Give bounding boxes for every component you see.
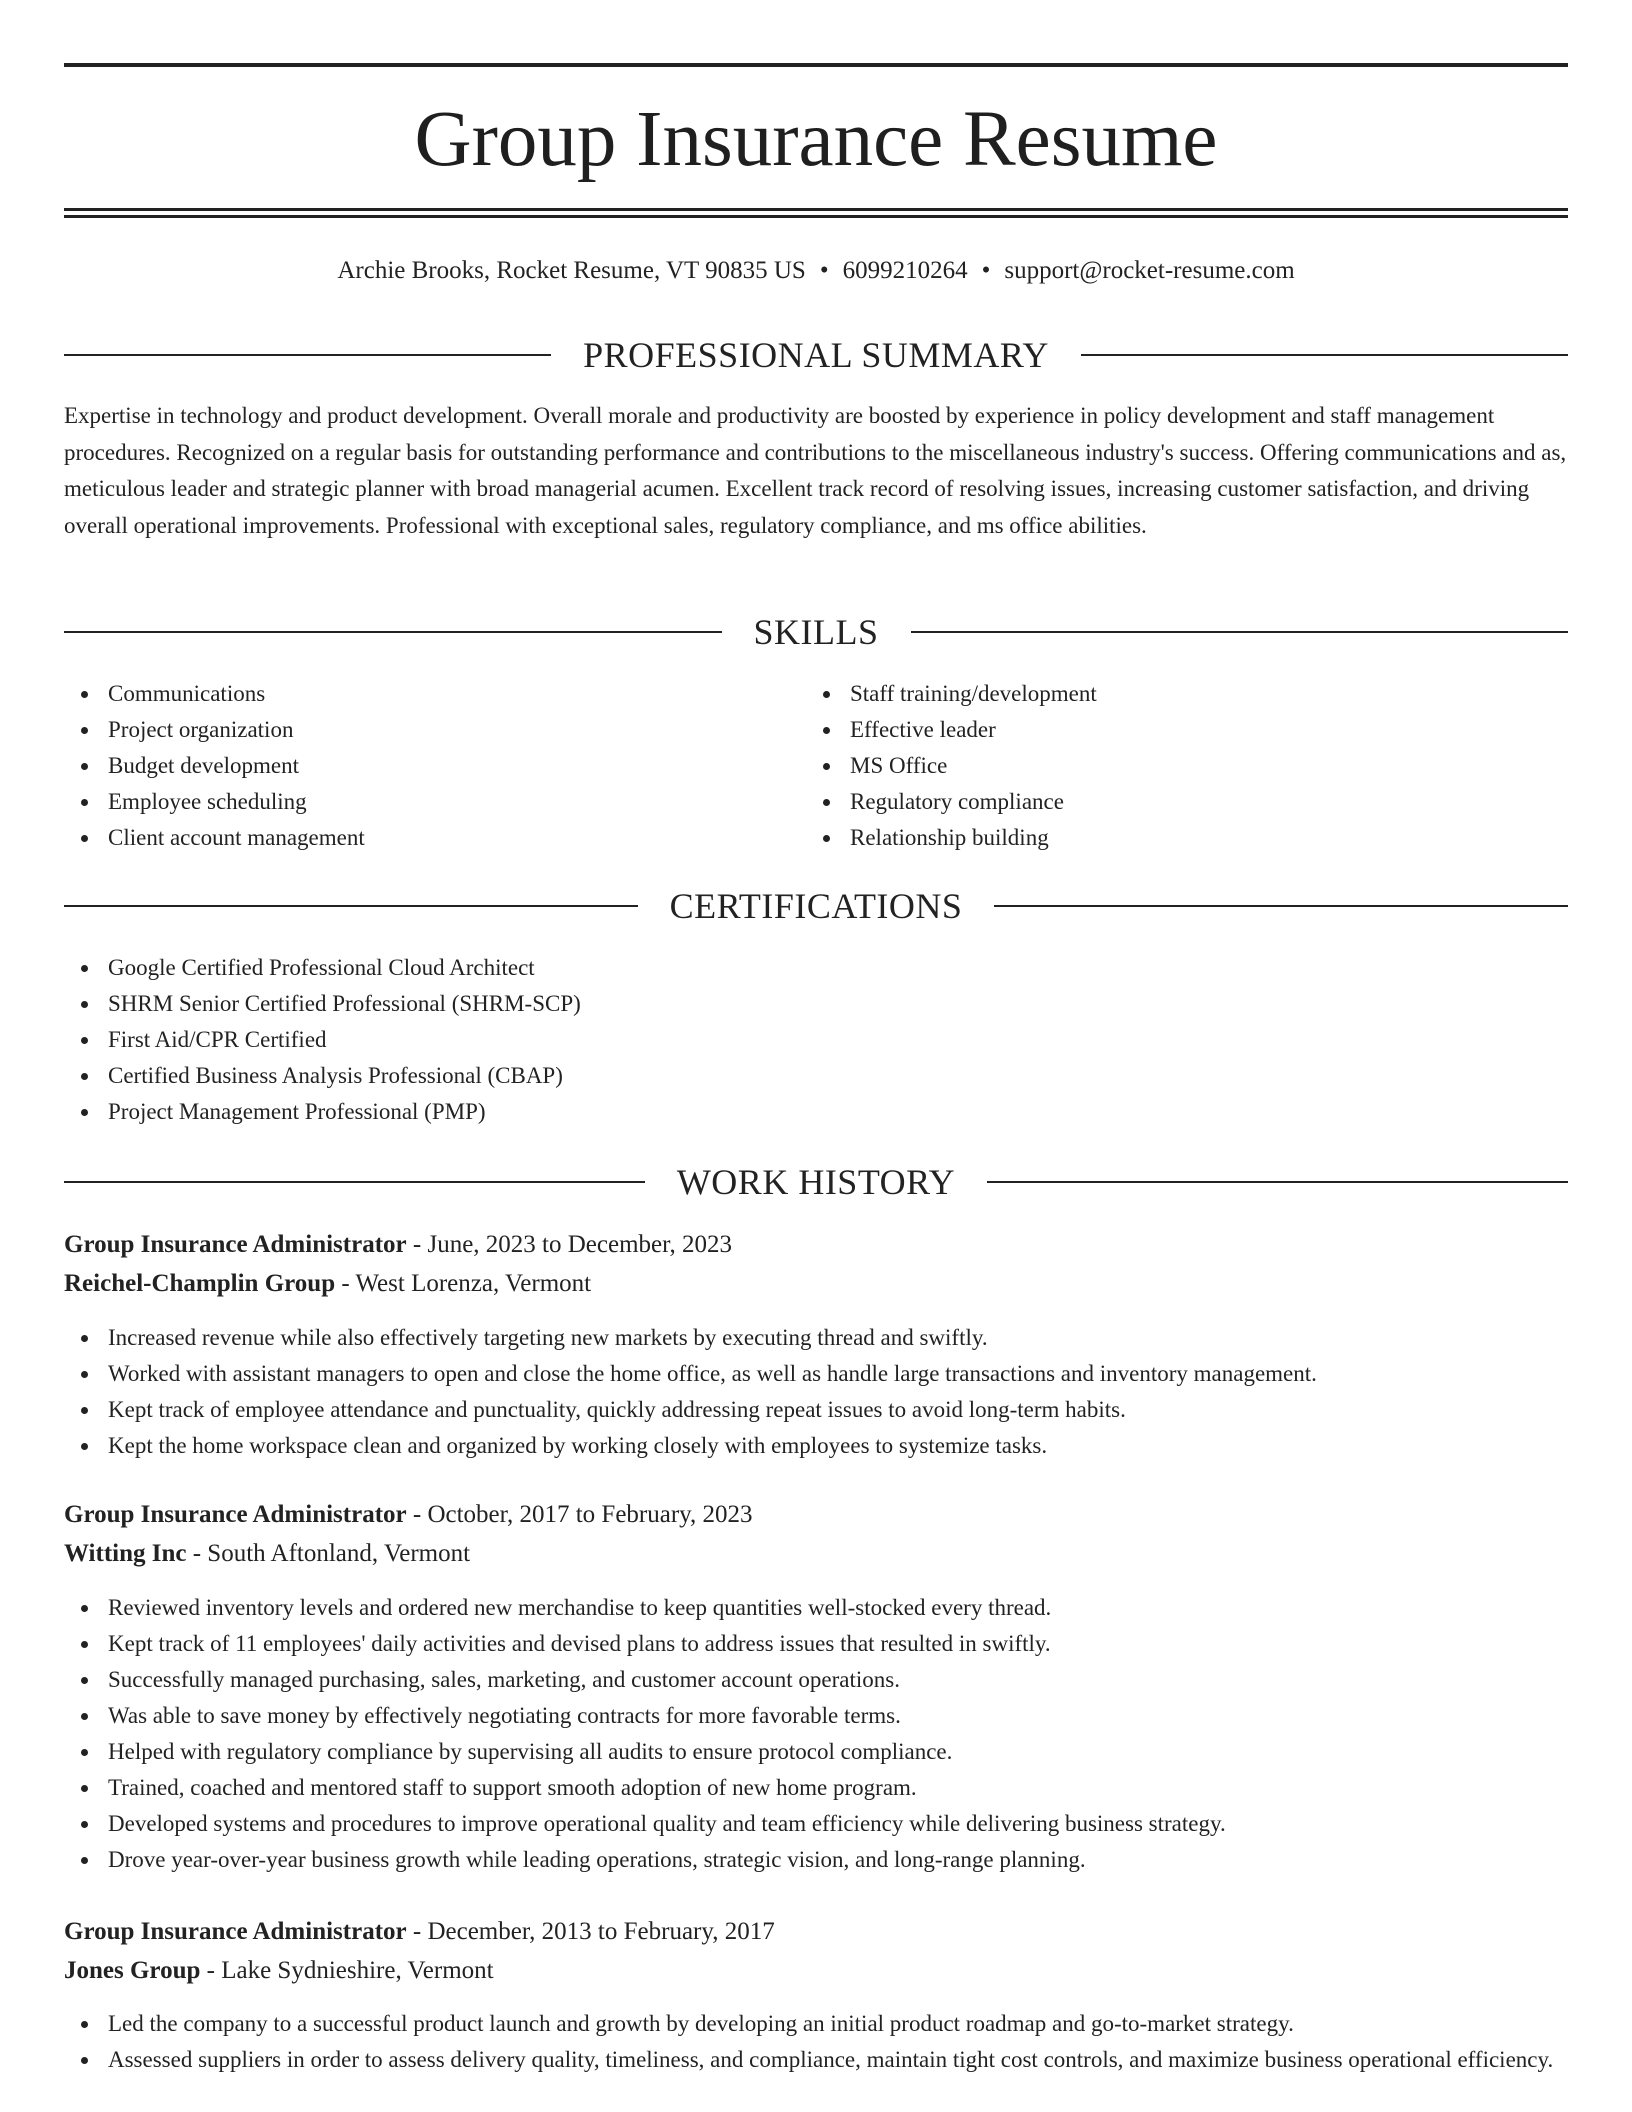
section-header-summary — [64, 333, 1568, 377]
job-bullet: Trained, coached and mentored staff to support smooth adoption of new home program. — [64, 1770, 1568, 1806]
divider-line — [994, 905, 1568, 907]
contact-line — [64, 253, 1568, 289]
title-rule-lower — [64, 215, 1568, 218]
job-title-line — [64, 1497, 1568, 1533]
job-location: - West Lorenza, Vermont — [335, 1270, 592, 1297]
job-bullet: Kept track of employee attendance and punctuality, quickly addressing repeat issues to avoid long-term habits. — [64, 1392, 1568, 1428]
skill-item: Project organization — [64, 712, 764, 748]
section-header-work-history — [64, 1160, 1568, 1204]
job-bullet: Assessed suppliers in order to assess delivery quality, timeliness, and compliance, maintain tight cost controls, and maximize business operational efficiency. — [64, 2042, 1568, 2078]
divider-line — [987, 1181, 1568, 1183]
job-company: Reichel-Champlin Group — [64, 1270, 336, 1297]
job-bullet: Developed systems and procedures to improve operational quality and team efficiency while delivering business strategy. — [64, 1806, 1568, 1842]
skills-list-right — [806, 676, 1506, 856]
certification-item: First Aid/CPR Certified — [64, 1022, 1568, 1058]
job-bullet-list — [64, 1320, 1568, 1464]
section-title: PROFESSIONAL SUMMARY — [583, 335, 1049, 375]
skill-item: Staff training/development — [806, 676, 1506, 712]
contact-email: support@rocket-resume.com — [1004, 257, 1295, 284]
job-dates: - October, 2017 to February, 2023 — [406, 1501, 753, 1528]
skill-item: Client account management — [64, 820, 764, 856]
job-bullet-list — [64, 2006, 1568, 2078]
title-rule-upper — [64, 208, 1568, 211]
job-company: Witting Inc — [64, 1540, 187, 1567]
job-dates: - December, 2013 to February, 2017 — [406, 1918, 775, 1945]
job-bullet: Was able to save money by effectively negotiating contracts for more favorable terms. — [64, 1698, 1568, 1734]
summary-text: Expertise in technology and product development. Overall morale and productivity are boosted by experience in policy development and staff management procedures. Recognized on a regular basis for outstanding performance and contributions to the miscellaneous industry's success. Offering communications and as, meticulous leader and strategic planner with broad managerial acumen. Excellent track record of resolving issues, increasing customer satisfaction, and driving overall operational improvements. Professional with exceptional sales, regulatory compliance, and ms office abilities. — [64, 403, 1567, 538]
section-title: CERTIFICATIONS — [669, 886, 963, 926]
job-bullet: Increased revenue while also effectively targeting new markets by executing thread and swiftly. — [64, 1320, 1568, 1356]
top-rule — [64, 63, 1568, 67]
section-title: SKILLS — [753, 612, 879, 652]
divider-line — [64, 1181, 645, 1183]
skills-list-left — [64, 676, 764, 856]
job-title: Group Insurance Administrator — [64, 1501, 407, 1528]
skill-item: Regulatory compliance — [806, 784, 1506, 820]
job-location: - Lake Sydnieshire, Vermont — [200, 1957, 494, 1984]
certification-item: Project Management Professional (PMP) — [64, 1094, 1568, 1130]
skill-item: Employee scheduling — [64, 784, 764, 820]
section-title: WORK HISTORY — [676, 1162, 956, 1202]
job-company-line — [64, 1266, 1568, 1302]
certification-item: SHRM Senior Certified Professional (SHRM-SCP) — [64, 986, 1568, 1022]
job-company-line — [64, 1953, 1568, 1989]
job-company-line — [64, 1536, 1568, 1572]
job-bullet: Worked with assistant managers to open and close the home office, as well as handle large transactions and inventory management. — [64, 1356, 1568, 1392]
contact-separator: • — [819, 257, 829, 284]
job-bullet: Successfully managed purchasing, sales, marketing, and customer account operations. — [64, 1662, 1568, 1698]
job-title-line — [64, 1914, 1568, 1950]
skill-item: Communications — [64, 676, 764, 712]
skill-item: Budget development — [64, 748, 764, 784]
job-title-line — [64, 1227, 1568, 1263]
divider-line — [1081, 354, 1568, 356]
section-header-skills — [64, 610, 1568, 654]
divider-line — [911, 631, 1569, 633]
contact-phone: 6099210264 — [842, 257, 968, 284]
divider-line — [64, 631, 722, 633]
divider-line — [64, 354, 551, 356]
skill-item: Effective leader — [806, 712, 1506, 748]
contact-address: Archie Brooks, Rocket Resume, VT 90835 US — [337, 257, 806, 284]
job-bullet: Kept the home workspace clean and organized by working closely with employees to systemize tasks. — [64, 1428, 1568, 1464]
job-title: Group Insurance Administrator — [64, 1231, 407, 1258]
certification-item: Certified Business Analysis Professional (CBAP) — [64, 1058, 1568, 1094]
skill-item: MS Office — [806, 748, 1506, 784]
job-bullet: Reviewed inventory levels and ordered new merchandise to keep quantities well-stocked every thread. — [64, 1590, 1568, 1626]
certification-item: Google Certified Professional Cloud Architect — [64, 950, 1568, 986]
job-location: - South Aftonland, Vermont — [186, 1540, 471, 1567]
job-company: Jones Group — [64, 1957, 201, 1984]
job-bullet: Drove year-over-year business growth while leading operations, strategic vision, and long-range planning. — [64, 1842, 1568, 1878]
certifications-list — [64, 950, 1568, 1130]
job-bullet-list — [64, 1590, 1568, 1878]
job-bullet: Kept track of 11 employees' daily activities and devised plans to address issues that resulted in swiftly. — [64, 1626, 1568, 1662]
page-title: Group Insurance Resume — [414, 96, 1218, 183]
divider-line — [64, 905, 638, 907]
job-dates: - June, 2023 to December, 2023 — [406, 1231, 732, 1258]
job-title: Group Insurance Administrator — [64, 1918, 407, 1945]
section-header-certifications — [64, 884, 1568, 928]
contact-separator: • — [981, 257, 991, 284]
skill-item: Relationship building — [806, 820, 1506, 856]
job-bullet: Led the company to a successful product launch and growth by developing an initial product roadmap and go-to-market strategy. — [64, 2006, 1568, 2042]
job-bullet: Helped with regulatory compliance by supervising all audits to ensure protocol compliance. — [64, 1734, 1568, 1770]
